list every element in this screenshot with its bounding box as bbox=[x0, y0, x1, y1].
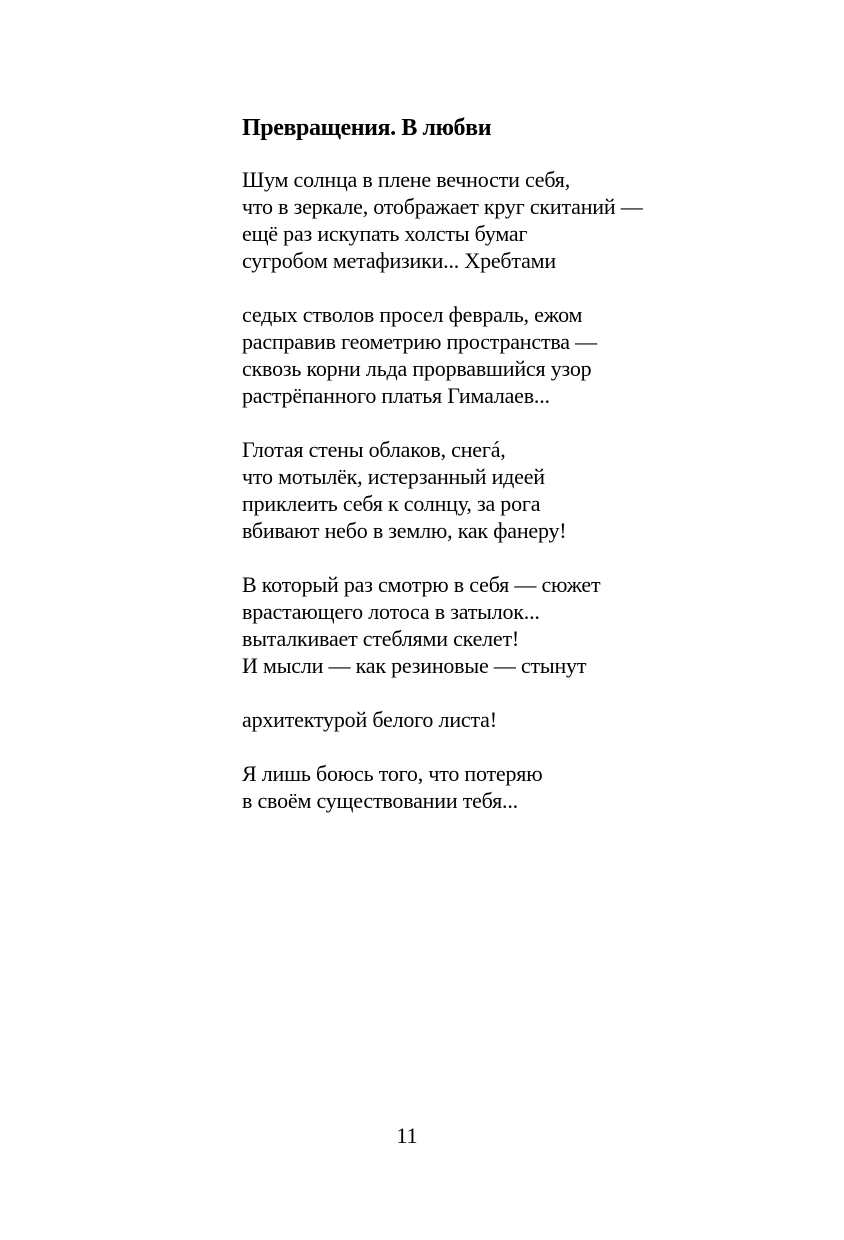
poem-line: выталкивает стеблями скелет! bbox=[242, 626, 520, 651]
poem-body bbox=[242, 166, 762, 841]
poem-line: седых стволов просел февраль, ежом bbox=[242, 302, 583, 327]
poem-line: Я лишь боюсь того, что потеряю bbox=[242, 761, 543, 786]
poem-title: Превращения. В любви bbox=[242, 115, 492, 141]
poem-line: приклеить себя к солнцу, за рога bbox=[242, 491, 541, 516]
poem-line: сквозь корни льда прорвавшийся узор bbox=[242, 356, 592, 381]
poem-line: что мотылёк, истерзанный идеей bbox=[242, 464, 545, 489]
poem-line: ещё раз искупать холсты бумаг bbox=[242, 221, 528, 246]
poem-line: В который раз смотрю в себя — сюжет bbox=[242, 572, 601, 597]
poem-line: Шум солнца в плене вечности себя, bbox=[242, 167, 571, 192]
poem-line: в своём существовании тебя... bbox=[242, 788, 518, 813]
poem-line: что в зеркале, отображает круг скитаний — bbox=[242, 194, 643, 219]
stanza-2 bbox=[242, 301, 762, 409]
poem-line: И мысли — как резиновые — стынут bbox=[242, 653, 587, 678]
poem-line: врастающего лотоса в затылок... bbox=[242, 599, 540, 624]
stanza-3 bbox=[242, 436, 762, 544]
stanza-4 bbox=[242, 571, 762, 679]
stanza-6 bbox=[242, 760, 762, 814]
poem-line: архитектурой белого листа! bbox=[242, 707, 497, 732]
poem-line: вбивают небо в землю, как фанеру! bbox=[242, 518, 567, 543]
poem-line: растрёпанного платья Гималаев... bbox=[242, 383, 550, 408]
stanza-5 bbox=[242, 706, 762, 733]
poem-line: расправив геометрию пространства — bbox=[242, 329, 597, 354]
page-number: 11 bbox=[396, 1123, 418, 1148]
poem-line: сугробом метафизики... Хребтами bbox=[242, 248, 556, 273]
poem-line: Глотая стены облаков, снегá, bbox=[242, 437, 506, 462]
stanza-1 bbox=[242, 166, 762, 274]
